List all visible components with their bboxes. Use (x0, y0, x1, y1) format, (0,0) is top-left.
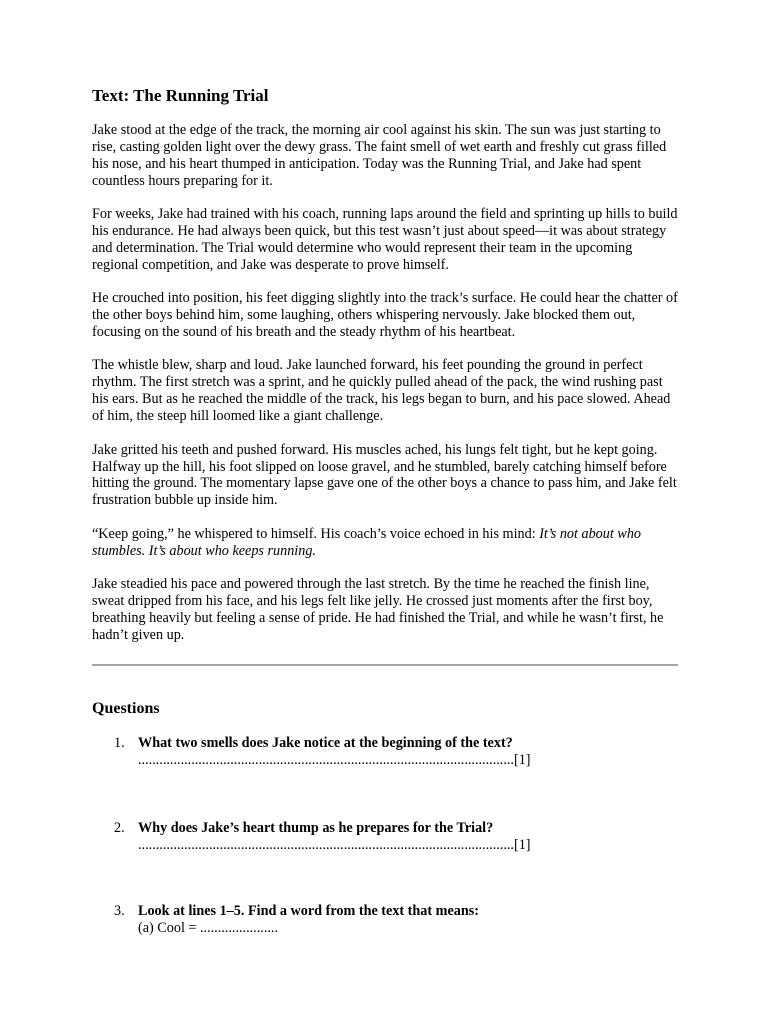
question-number: 2. (114, 819, 125, 836)
story-paragraph-4: The whistle blew, sharp and loud. Jake launched forward, his feet pounding the ground in perfect rhythm. The first stretch was a sprint, and he quickly pulled ahead of the pack, the wind rushing past his ears. But as he reached the middle of the track, his legs began to burn, and his pace slowed. Ahead of him, the steep hill loomed like a giant challenge. (92, 357, 671, 425)
questions-heading: Questions (92, 699, 160, 717)
quote-plain-text: “Keep going,” he whispered to himself. His coach’s voice echoed in his mind: (92, 525, 540, 542)
question-1 (92, 735, 678, 769)
question-text: Why does Jake’s heart thump as he prepares for the Trial? (138, 819, 494, 836)
story-paragraph-2: For weeks, Jake had trained with his coach, running laps around the field and sprinting up hills to build his endurance. He had always been quick, but this test wasn’t just about speed—it was about strategy and determination. The Trial would determine who would represent their team in the upcoming regional competition, and Jake was desperate to prove himself. (92, 206, 678, 273)
story-paragraph-6 (92, 526, 678, 560)
page-title: Text: The Running Trial (92, 86, 269, 105)
question-text: Look at lines 1–5. Find a word from the text that means: (138, 902, 480, 919)
story-paragraph-1: Jake stood at the edge of the track, the morning air cool against his skin. The sun was just starting to rise, casting golden light over the dewy grass. The faint smell of wet earth and freshly cut grass filled his nose, and his heart thumped in anticipation. Today was the Running Trial, and Jake had spent countless hours preparing for it. (92, 122, 667, 189)
answer-line[interactable]: (a) Cool = ...................... (138, 919, 279, 936)
worksheet-content (92, 86, 678, 937)
quote-italic-text: It’s not about who stumbles. It’s about who keeps running. (92, 525, 642, 559)
story-paragraph-5: Jake gritted his teeth and pushed forward. His muscles ached, his lungs felt tight, but he kept going. Halfway up the hill, his foot slipped on loose gravel, and he stumbled, barely catching himself before hitting the ground. The momentary lapse gave one of the other boys a chance to pass him, and Jake felt frustration bubble up inside him. (92, 441, 677, 509)
story-paragraph-7: Jake steadied his pace and powered through the last stretch. By the time he reached the finish line, sweat dripped from his face, and his legs felt like jelly. He crossed just moments after the first boy, breathing heavily but feeling a sense of pride. He had finished the Trial, and while he wasn’t first, he hadn’t given up. (92, 576, 664, 643)
answer-line[interactable]: ..........................................................................................................[1] (138, 836, 531, 853)
section-divider (92, 664, 678, 666)
question-number: 3. (114, 902, 125, 919)
question-number: 1. (114, 734, 125, 751)
question-text: What two smells does Jake notice at the beginning of the text? (138, 734, 513, 751)
answer-line[interactable]: ..........................................................................................................[1] (138, 751, 531, 768)
story-paragraph-3: He crouched into position, his feet digging slightly into the track’s surface. He could hear the chatter of the other boys behind him, some laughing, others whispering nervously. Jake blocked them out, focusing on the sound of his breath and the steady rhythm of his heartbeat. (92, 290, 678, 341)
question-2 (92, 820, 678, 854)
question-3 (92, 903, 678, 937)
